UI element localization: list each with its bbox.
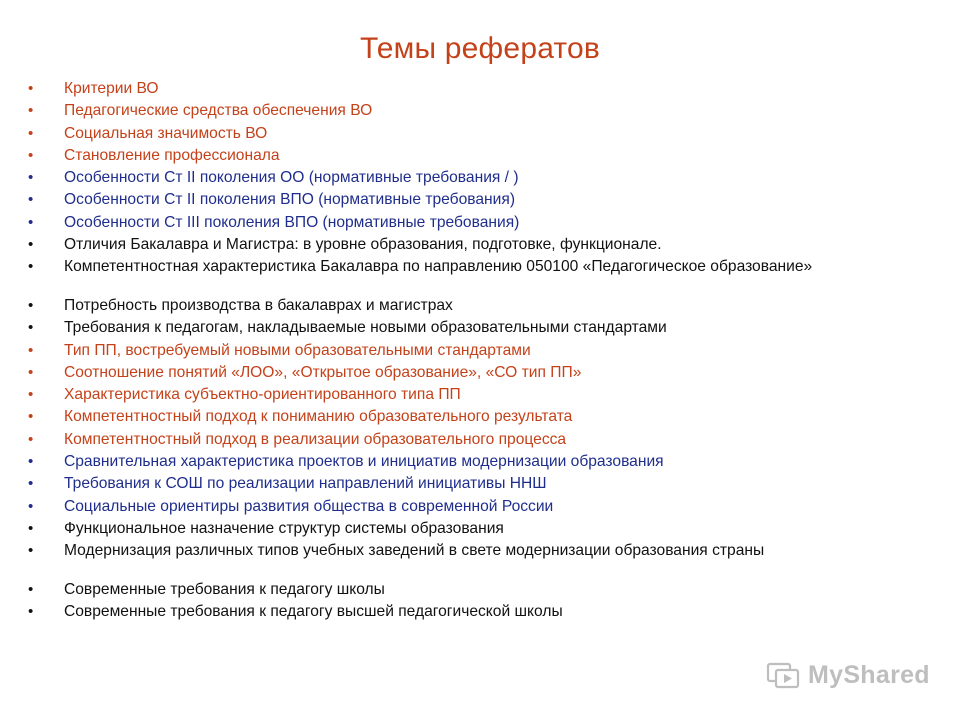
bullet-icon: • [28, 519, 34, 537]
topic-item [28, 387, 858, 409]
topic-text: Социальные ориентиры развития общества в современной России [64, 497, 554, 515]
topic-item [28, 409, 858, 431]
topic-text: Требования к СОШ по реализации направлений инициативы ННШ [64, 475, 547, 493]
bullet-icon: • [28, 102, 34, 120]
topic-text: Особенности Ст II поколения ОО (нормативные требования / ) [64, 169, 519, 187]
bullet-icon: • [28, 341, 34, 359]
topic-item [28, 476, 858, 498]
topic-text: Соотношение понятий «ЛОО», «Открытое образование», «СО тип ПП» [64, 363, 582, 381]
topic-item [28, 320, 858, 342]
bullet-icon: • [28, 580, 34, 598]
topic-item [28, 81, 858, 103]
bullet-icon: • [28, 453, 34, 471]
myshared-logo-icon [766, 659, 800, 691]
topic-text: Особенности Ст III поколения ВПО (нормативные требования) [64, 213, 520, 231]
topic-text: Социальная значимость ВО [64, 124, 268, 142]
topic-item [28, 454, 858, 476]
watermark-text: MyShared [808, 660, 930, 689]
bullet-icon: • [28, 124, 34, 142]
topic-text: Педагогические средства обеспечения ВО [64, 102, 373, 120]
slide-title: Темы рефератов [359, 32, 601, 65]
topic-text: Модернизация различных типов учебных заведений в свете модернизации образования страны [64, 542, 765, 560]
topic-item [28, 103, 858, 125]
bullet-icon: • [28, 80, 34, 97]
bullet-icon: • [28, 408, 34, 426]
topic-text: Функциональное назначение структур системы образования [64, 519, 504, 537]
bullet-icon: • [28, 319, 34, 337]
topic-text: Современные требования к педагогу школы [64, 580, 385, 598]
topic-item [28, 237, 858, 259]
topic-item [28, 192, 858, 214]
topic-text: Тип ПП, востребуемый новыми образовательными стандартами [64, 341, 531, 359]
topic-item [28, 148, 858, 170]
bullet-icon: • [28, 363, 34, 381]
bullet-icon: • [28, 191, 34, 209]
bullet-icon: • [28, 213, 34, 231]
bullet-icon: • [28, 542, 34, 560]
topic-list [28, 81, 858, 626]
topic-text: Современные требования к педагогу высшей педагогической школы [64, 603, 563, 621]
topic-item [28, 499, 858, 521]
bullet-icon: • [28, 236, 34, 254]
topic-text: Компетентностный подход в реализации образовательного процесса [64, 430, 567, 448]
topic-text: Потребность производства в бакалаврах и магистрах [64, 296, 453, 314]
topic-item [28, 521, 858, 543]
bullet-icon: • [28, 296, 34, 314]
bullet-icon: • [28, 475, 34, 493]
bullet-icon: • [28, 430, 34, 448]
bullet-icon: • [28, 603, 34, 621]
topic-item [28, 432, 858, 454]
bullet-icon: • [28, 497, 34, 515]
topic-item [28, 543, 858, 582]
topic-item [28, 604, 858, 626]
topic-item [28, 365, 858, 387]
topic-text: Отличия Бакалавра и Магистра: в уровне образования, подготовке, функционале. [64, 236, 662, 254]
topic-item [28, 126, 858, 148]
topic-text: Сравнительная характеристика проектов и инициатив модернизации образования [64, 453, 664, 471]
topic-text: Характеристика субъектно-ориентированного типа ПП [64, 386, 461, 404]
topic-item [28, 343, 858, 365]
topic-item [28, 582, 858, 604]
watermark [766, 657, 930, 693]
topic-text: Компетентностная характеристика Бакалавра по направлению 050100 «Педагогическое образование» [64, 258, 813, 276]
topic-item [28, 298, 858, 320]
topic-item [28, 259, 858, 298]
topic-item [28, 215, 858, 237]
topic-text: Требования к педагогам, накладываемые новыми образовательными стандартами [64, 319, 667, 337]
topic-item [28, 170, 858, 192]
topic-text: Особенности Ст II поколения ВПО (нормативные требования) [64, 191, 516, 209]
topic-text: Критерии ВО [64, 80, 159, 97]
topic-text: Становление профессионала [64, 146, 280, 164]
bullet-icon: • [28, 169, 34, 187]
bullet-icon: • [28, 146, 34, 164]
topic-text: Компетентностный подход к пониманию образовательного результата [64, 408, 573, 426]
bullet-icon: • [28, 258, 34, 276]
bullet-icon: • [28, 386, 34, 404]
